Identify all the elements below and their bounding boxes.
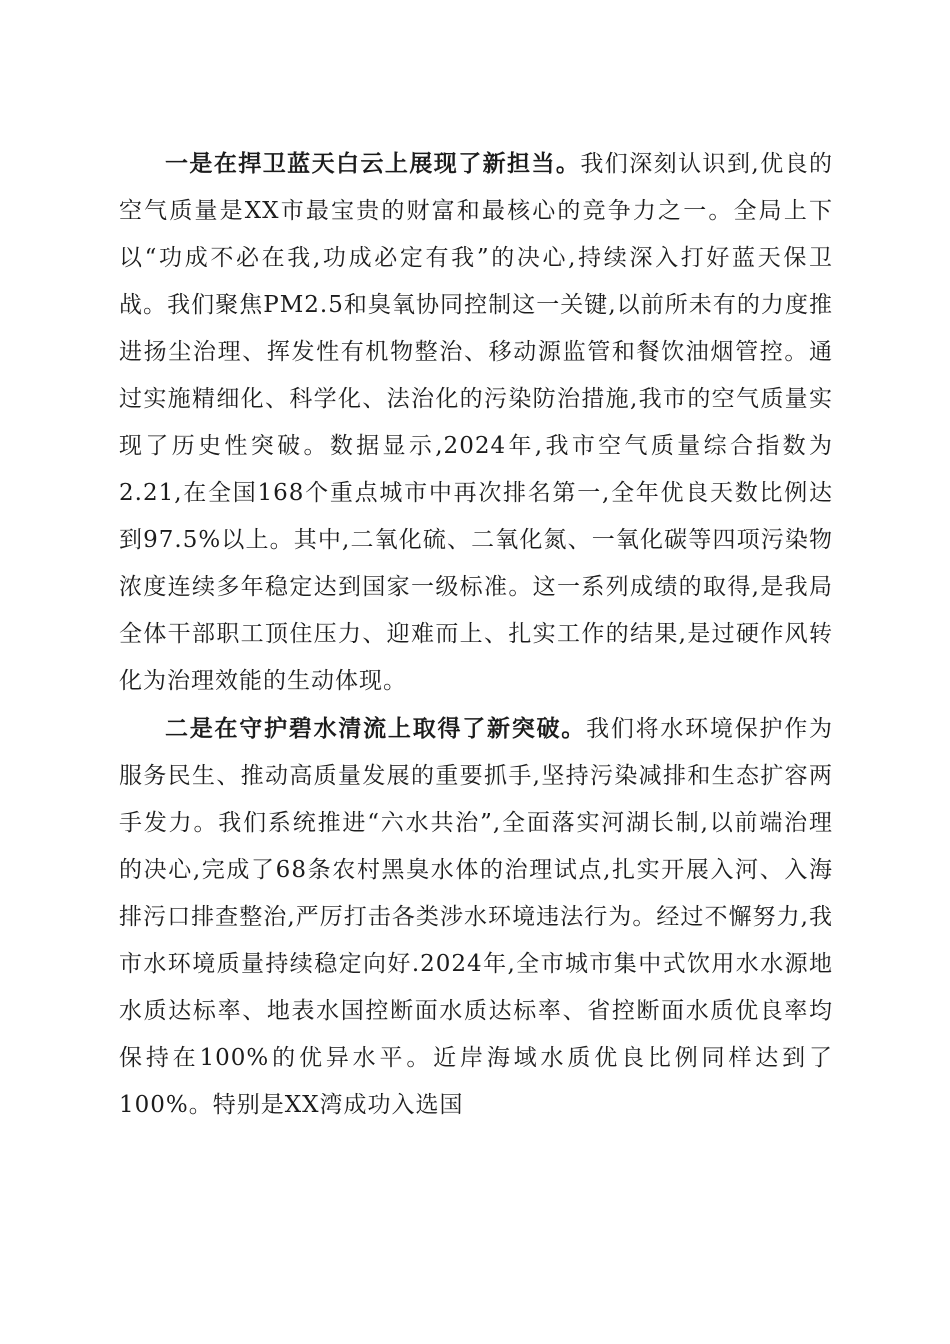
- paragraph-text: 我们深刻认识到,优良的空气质量是XX市最宝贵的财富和最核心的竞争力之一。全局上下以“功成不必在我,功成必定有我”的决心,持续深入打好蓝天保卫战。我们聚焦PM2.5和臭氧协同控制这一关键,以前所未有的力度推进扬尘治理、挥发性有机物整治、移动源监管和餐饮油烟管控。通过实施精细化、科学化、法治化的污染防治措施,我市的空气质量实现了历史性突破。数据显示,2024年,我市空气质量综合指数为2.21,在全国168个重点城市中再次排名第一,全年优良天数比例达到97.5%以上。其中,二氧化硫、二氧化氮、一氧化碳等四项污染物浓度连续多年稳定达到国家一级标准。这一系列成绩的取得,是我局全体干部职工顶住压力、迎难而上、扎实工作的结果,是过硬作风转化为治理效能的生动体现。: [119, 151, 833, 694]
- paragraph-lead: 一是在捍卫蓝天白云上展现了新担当。: [165, 150, 581, 177]
- paragraph-water-quality: [119, 705, 833, 1129]
- document-body: [119, 140, 833, 1129]
- paragraph-air-quality: [119, 140, 833, 705]
- paragraph-text: 我们将水环境保护作为服务民生、推动高质量发展的重要抓手,坚持污染减排和生态扩容两手发力。我们系统推进“六水共治”,全面落实河湖长制,以前端治理的决心,完成了68条农村黑臭水体的治理试点,扎实开展入河、入海排污口排查整治,严厉打击各类涉水环境违法行为。经过不懈努力,我市水环境质量持续稳定向好.2024年,全市城市集中式饮用水水源地水质达标率、地表水国控断面水质达标率、省控断面水质优良率均保持在100%的优异水平。近岸海域水质优良比例同样达到了100%。特别是XX湾成功入选国: [119, 716, 834, 1118]
- paragraph-lead: 二是在守护碧水清流上取得了新突破。: [165, 715, 587, 742]
